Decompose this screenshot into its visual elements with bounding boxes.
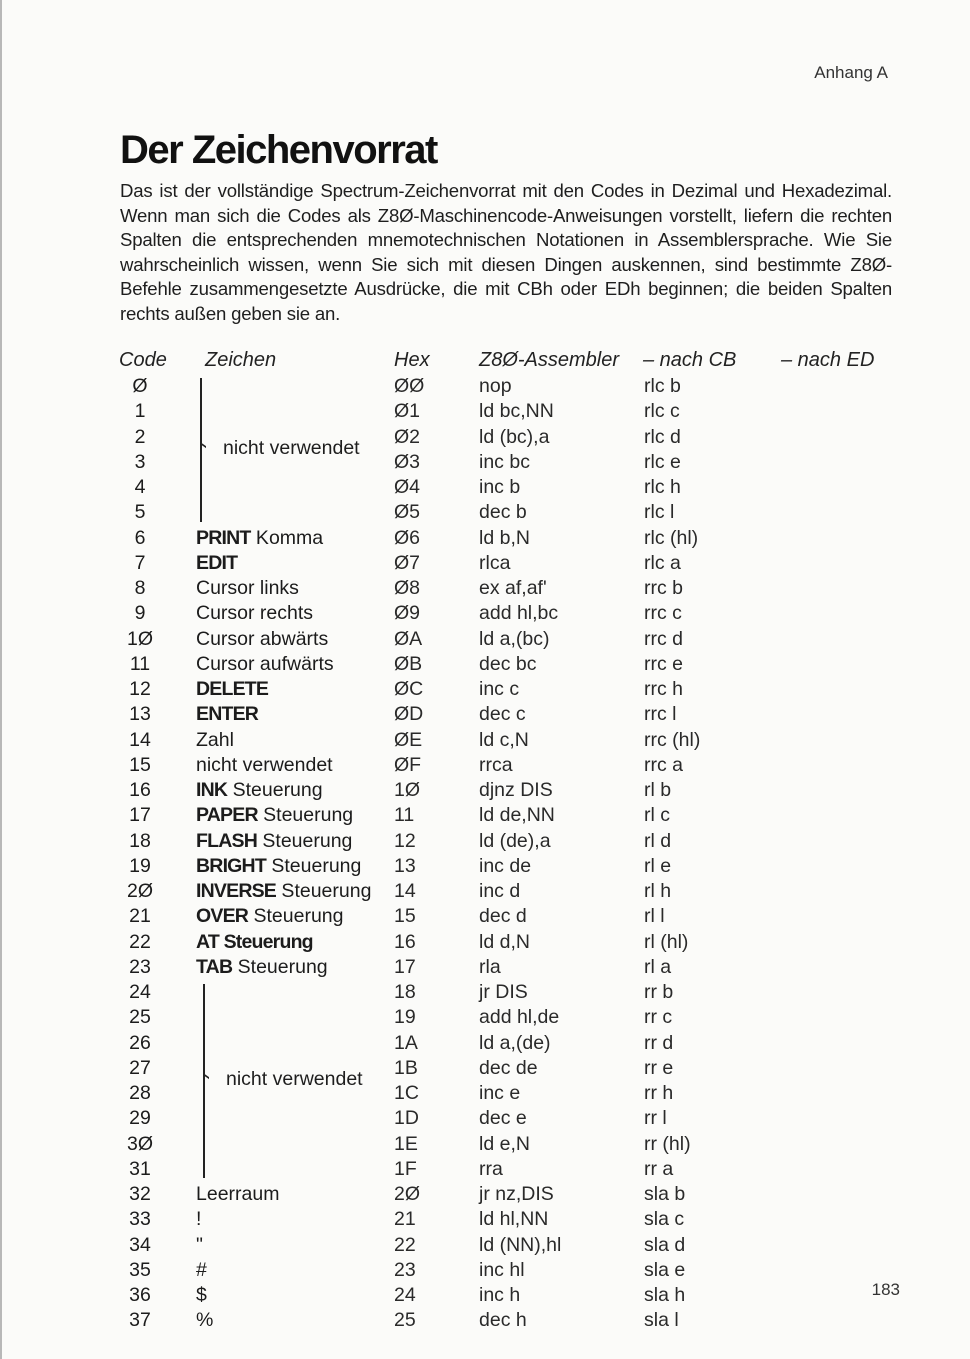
table-row [0,1005,970,1030]
hex-cell: ØF [394,753,422,776]
hex-cell: 16 [394,930,416,953]
hex-cell: ØC [394,678,424,700]
code-cell: 23 [129,955,151,978]
table-row [0,803,970,828]
char-label: $ [196,1284,207,1306]
table-row [0,1207,970,1232]
cb-cell: rrc a [644,753,683,776]
cb-cell: rl d [644,829,672,852]
char-cell [196,728,234,753]
asm-cell: rrca [479,753,513,776]
code-cell: 13 [129,703,151,726]
cb-cell: rl a [644,955,672,978]
asm-cell: inc hl [479,1258,525,1281]
char-label: Steuerung [257,829,353,852]
keyword-label: BRIGHT [196,854,266,877]
char-cell [196,1283,207,1308]
asm-cell: ld a,(bc) [479,627,550,650]
cb-cell: rr c [644,1006,673,1029]
char-cell [196,702,258,727]
code-cell: 15 [129,753,151,776]
char-label: % [196,1309,214,1332]
keyword-label: EDIT [196,551,238,574]
code-cell: 14 [129,728,151,751]
hex-cell: 25 [394,1309,416,1332]
char-label: Cursor rechts [196,602,314,625]
asm-cell: dec e [479,1107,527,1130]
table-row [0,500,970,525]
hex-cell: 17 [394,955,416,978]
hex-cell: 24 [394,1284,416,1306]
code-cell: 1Ø [126,627,153,650]
hex-cell: Ø1 [394,400,421,423]
hex-cell: 15 [394,905,416,928]
table-row [0,1132,970,1157]
code-cell: 32 [129,1183,151,1205]
char-cell [196,1182,279,1207]
hex-cell: 18 [394,981,416,1003]
table-row [0,1182,970,1207]
asm-cell: rra [479,1157,503,1180]
table-row [0,450,970,475]
cb-cell: rlc l [644,501,675,524]
keyword-label: ENTER [196,703,259,726]
group-brace [203,984,205,1178]
hex-cell: 1E [394,1132,418,1155]
table-row [0,753,970,778]
table-row [0,829,970,854]
code-cell: 36 [129,1284,151,1306]
asm-cell: jr nz,DIS [479,1183,554,1205]
code-cell: 29 [129,1107,151,1130]
hex-cell: ØØ [394,375,425,397]
keyword-label: INK [196,779,228,801]
table-row [0,702,970,727]
group-brace [200,378,202,522]
table-row [0,1283,970,1308]
asm-cell: ld e,N [479,1132,530,1155]
cb-cell: rrc l [644,703,677,726]
cb-cell: rrc e [644,652,683,675]
hex-cell: Ø6 [394,526,421,549]
asm-cell: ld (NN),hl [479,1233,562,1256]
hex-cell: ØE [394,728,423,751]
hex-cell: 12 [394,829,416,852]
cb-cell: rr a [644,1157,674,1180]
hex-cell: 1B [394,1056,418,1079]
table-row [0,728,970,753]
code-cell: 34 [129,1233,151,1256]
cb-cell: rlc c [644,400,680,423]
table-row [0,1081,970,1106]
hex-cell: ØA [394,627,423,650]
char-cell [196,753,333,778]
code-cell: 5 [134,501,146,524]
code-cell: 2Ø [126,880,153,902]
code-cell: 3Ø [126,1132,153,1155]
char-label: Cursor aufwärts [196,652,334,675]
asm-cell: djnz DIS [479,779,553,801]
asm-cell: ld de,NN [479,804,555,827]
hex-cell: 11 [394,804,415,827]
hex-cell: Ø5 [394,501,421,524]
asm-cell: dec de [479,1056,538,1079]
hex-cell: 1C [394,1082,419,1104]
cb-cell: rlc b [644,375,681,397]
asm-cell: inc d [479,880,521,902]
char-cell [196,677,268,702]
cb-cell: rlc a [644,551,681,574]
asm-cell: inc c [479,678,520,700]
hex-cell: 14 [394,880,416,902]
keyword-label: PAPER [196,804,258,827]
cb-cell: rl (hl) [644,930,689,953]
char-cell [196,904,343,929]
table-row [0,627,970,652]
chapter-header: Anhang A [814,63,888,82]
code-cell: 6 [134,526,146,549]
hex-cell: Ø3 [394,450,421,473]
cb-cell: rr (hl) [644,1132,691,1155]
table-row [0,955,970,980]
cb-cell: rrc (hl) [644,728,701,751]
cb-cell: rl h [644,880,672,902]
char-cell [196,627,328,652]
keyword-label: DELETE [196,678,269,700]
cb-cell: rrc c [644,602,682,625]
keyword-label: PRINT [196,526,251,549]
code-cell: 19 [129,854,151,877]
cb-cell: sla b [644,1183,686,1205]
code-cell: 24 [129,981,151,1003]
hex-cell: Ø2 [394,425,421,448]
hex-cell: Ø8 [394,577,421,599]
table-row [0,526,970,551]
hex-cell: Ø7 [394,551,421,574]
char-cell [196,1308,213,1333]
code-cell: 7 [134,551,146,574]
char-cell [196,879,371,904]
char-label: ! [196,1208,202,1231]
code-cell: 21 [129,905,151,928]
group-label: nicht verwendet [223,436,360,459]
keyword-label: OVER [196,905,249,928]
table-row [0,652,970,677]
code-cell: 8 [134,577,146,599]
asm-cell: rlca [479,551,511,574]
char-cell [196,803,353,828]
table-row [0,930,970,955]
hex-cell: 1F [394,1157,417,1180]
asm-cell: jr DIS [479,981,528,1003]
code-cell: 11 [129,652,151,675]
code-cell: 37 [129,1309,151,1332]
table-row [0,399,970,424]
asm-cell: add hl,bc [479,602,559,625]
char-label: Zahl [196,728,234,751]
char-label: nicht verwendet [196,753,333,776]
hex-cell: ØB [394,652,423,675]
hex-cell: 1Ø [394,779,421,801]
cb-cell: sla e [644,1258,686,1281]
cb-cell: sla c [644,1208,685,1231]
char-cell [196,778,323,803]
code-cell: 33 [129,1208,151,1231]
cb-cell: rr d [644,1031,674,1054]
code-cell: 25 [129,1006,151,1029]
asm-cell: ld (de),a [479,829,551,852]
table-row [0,576,970,601]
char-cell [196,1258,207,1283]
char-label: Steuerung [276,880,372,902]
column-header-asm: Z8Ø-Assembler [479,349,620,371]
table-row [0,904,970,929]
code-cell: Ø [132,375,148,397]
asm-cell: ld bc,NN [479,400,554,423]
cb-cell: rl c [644,804,670,827]
table-row [0,1308,970,1333]
column-header-code: Code [119,349,167,371]
code-cell: 17 [129,804,151,827]
column-header-char: Zeichen [205,349,277,371]
code-cell: 12 [129,678,151,700]
cb-cell: rr e [644,1056,674,1079]
asm-cell: add hl,de [479,1006,560,1029]
hex-cell: 22 [394,1233,416,1256]
code-cell: 27 [129,1056,151,1079]
table-row [0,374,970,399]
page-title: Der Zeichenvorrat [120,128,437,172]
char-cell [196,829,352,854]
asm-cell: ld (bc),a [479,425,550,448]
cb-cell: rlc h [644,476,681,498]
table-row [0,854,970,879]
hex-cell: 2Ø [394,1183,421,1205]
table-header [0,349,970,375]
cb-cell: rrc d [644,627,683,650]
hex-cell: 1A [394,1031,418,1054]
group-label: nicht verwendet [226,1068,363,1090]
column-header-ed: – nach ED [781,349,875,371]
table-row [0,1056,970,1081]
table-row [0,1031,970,1056]
hex-cell: 1D [394,1107,419,1130]
asm-cell: inc e [479,1082,521,1104]
intro-paragraph: Das ist der vollständige Spectrum-Zeichenvorrat mit den Codes in Dezimal und Hexadezimal. Wenn man sich die Codes als Z8Ø-Maschinencode-Anweisungen vorstellt, liefern die rechten Spalten die entsprechenden mnemotechnischen Notationen in Assemblersprache. Wie Sie wahrscheinlich wissen, wenn Sie sich mit diesen Dingen auskennen, sind bestimmte Z8Ø-Befehle zusammengesetzte Ausdrücke, die mit CBh oder EDh beginnen; die beiden Spalten rechts außen geben sie an. [120,180,892,324]
char-label: Steuerung [257,804,354,827]
code-cell: 2 [134,425,146,448]
asm-cell: dec c [479,703,526,726]
table-row [0,425,970,450]
code-cell: 35 [129,1258,151,1281]
page-number: 183 [871,1280,900,1299]
cb-cell: rl l [644,905,665,928]
asm-cell: ld a,(de) [479,1031,551,1054]
code-cell: 1 [134,400,146,423]
keyword-label: FLASH [196,829,257,852]
cb-cell: sla h [644,1284,686,1306]
char-label: Steuerung [232,955,328,978]
table-row [0,551,970,576]
char-cell [196,526,323,551]
column-header-hex: Hex [394,349,430,371]
code-cell: 31 [129,1157,151,1180]
code-cell: 4 [134,476,146,498]
column-header-cb: – nach CB [643,349,737,371]
char-label: Steuerung [248,905,344,928]
char-cell [196,854,361,879]
hex-cell: 19 [394,1006,416,1029]
char-label: Steuerung [227,779,323,801]
code-cell: 3 [134,450,146,473]
hex-cell: 13 [394,854,416,877]
char-label: Cursor links [196,577,299,599]
asm-cell: inc b [479,476,521,498]
code-cell: 22 [129,930,151,953]
asm-cell: inc h [479,1284,521,1306]
table-row [0,1233,970,1258]
keyword-label: AT Steuerung [196,930,313,953]
hex-cell: Ø9 [394,602,421,625]
cb-cell: rlc d [644,425,681,448]
table-row [0,677,970,702]
asm-cell: inc bc [479,450,530,473]
cb-cell: rr b [644,981,674,1003]
asm-cell: ld c,N [479,728,529,751]
table-row [0,601,970,626]
table-row [0,1157,970,1182]
asm-cell: dec bc [479,652,537,675]
char-cell [196,930,313,955]
cb-cell: sla l [644,1309,679,1332]
cb-cell: rl b [644,779,672,801]
table-row [0,1258,970,1283]
table-row [0,879,970,904]
char-cell [196,1207,201,1232]
keyword-label: INVERSE [196,880,277,902]
char-cell [196,1233,203,1258]
char-label: Steuerung [265,854,362,877]
char-cell [196,576,299,601]
cb-cell: rrc h [644,678,683,700]
code-cell: 26 [129,1031,151,1054]
cb-cell: rr h [644,1082,674,1104]
asm-cell: dec b [479,501,527,524]
keyword-label: TAB [196,955,233,978]
char-cell [196,551,237,576]
char-label: Komma [250,526,324,549]
asm-cell: inc de [479,854,532,877]
code-cell: 28 [129,1082,151,1104]
code-cell: 18 [129,829,151,852]
asm-cell: ld hl,NN [479,1208,549,1231]
asm-cell: ld b,N [479,526,530,549]
cb-cell: rlc (hl) [644,526,699,549]
asm-cell: ld d,N [479,930,530,953]
char-cell [196,955,328,980]
table-row [0,475,970,500]
char-cell [196,601,313,626]
asm-cell: rla [479,955,501,978]
asm-cell: nop [479,375,512,397]
table-row [0,980,970,1005]
asm-cell: dec h [479,1309,527,1332]
char-label: Leerraum [196,1183,280,1205]
char-cell [196,652,334,677]
char-label: Cursor abwärts [196,627,329,650]
code-cell: 9 [134,602,146,625]
cb-cell: rl e [644,854,672,877]
char-label: # [196,1258,207,1281]
table-row [0,1106,970,1131]
character-table [0,374,970,1334]
hex-cell: 21 [394,1208,416,1231]
cb-cell: rlc e [644,450,681,473]
table-row [0,778,970,803]
code-cell: 16 [129,779,151,801]
cb-cell: sla d [644,1233,686,1256]
asm-cell: ex af,af' [479,577,547,599]
char-label: " [196,1233,203,1256]
cb-cell: rr l [644,1107,667,1130]
asm-cell: dec d [479,905,527,928]
cb-cell: rrc b [644,577,683,599]
hex-cell: Ø4 [394,476,421,498]
hex-cell: 23 [394,1258,416,1281]
hex-cell: ØD [394,703,424,726]
